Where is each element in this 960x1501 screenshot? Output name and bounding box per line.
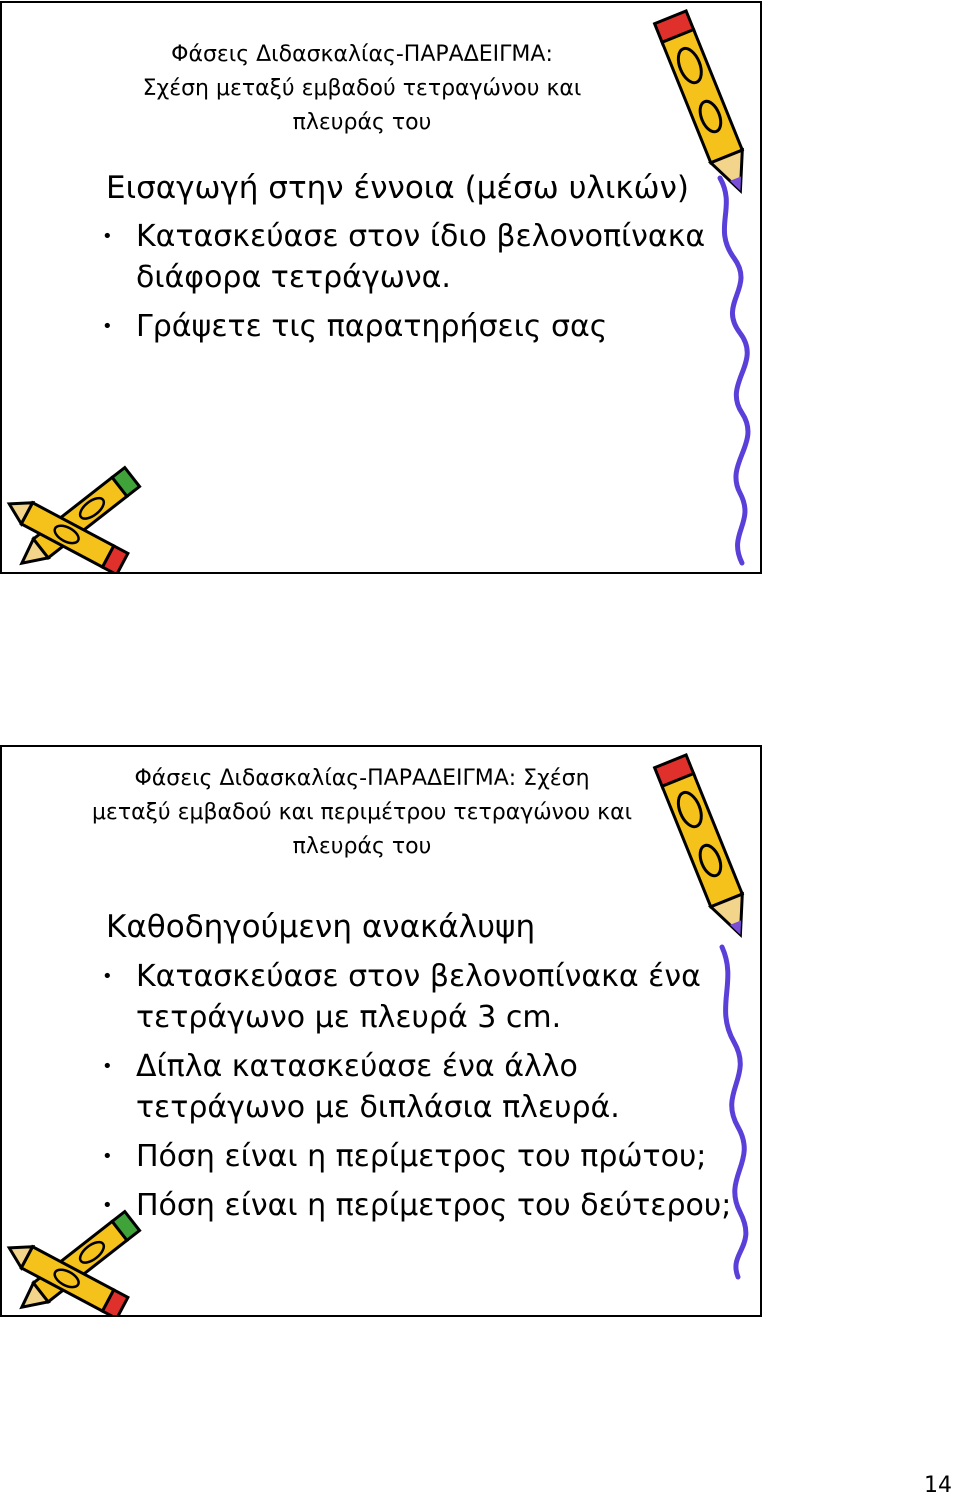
bullet-icon: • [102,1195,113,1216]
slide-heading: Εισαγωγή στην έννοια (μέσω υλικών) [106,170,690,206]
slide-title: Φάσεις Διδασκαλίας-ΠΑΡΑΔΕΙΓΜΑ: Σχέση μεταξύ εμβαδού τετραγώνου και πλευράς του [142,42,582,135]
bullet-icon: • [102,1056,113,1077]
bullet-text: Κατασκεύασε στον βελονοπίνακα ένα τετράγωνο με πλευρά 3 cm. [136,959,701,1035]
bullet-text: Πόση είναι η περίμετρος του δεύτερου; [136,1188,732,1223]
bullet-text: Κατασκεύασε στον ίδιο βελονοπίνακα διάφορα τετράγωνα. [136,219,706,295]
pencil-icon [642,3,760,573]
slide-title: Φάσεις Διδασκαλίας-ΠΑΡΑΔΕΙΓΜΑ: Σχέση μεταξύ εμβαδού και περιμέτρου τετραγώνου και πλευράς του [91,766,633,859]
pencils-pair-icon [2,1209,158,1317]
page-number: 14 [924,1473,952,1498]
slide-1 [0,1,762,574]
slide-2 [0,745,762,1317]
bullet-text: Δίπλα κατασκεύασε ένα άλλο τετράγωνο με διπλάσια πλευρά. [136,1049,620,1125]
bullet-icon: • [102,316,113,337]
bullet-icon: • [102,1146,113,1167]
pencil-icon [642,747,760,1283]
bullet-text: Πόση είναι η περίμετρος του πρώτου; [136,1139,707,1174]
bullet-icon: • [102,226,113,247]
slide-heading: Καθοδηγούμενη ανακάλυψη [106,909,536,945]
pencils-pair-icon [2,465,158,573]
bullet-icon: • [102,966,113,987]
bullet-text: Γράψετε τις παρατηρήσεις σας [136,309,608,344]
